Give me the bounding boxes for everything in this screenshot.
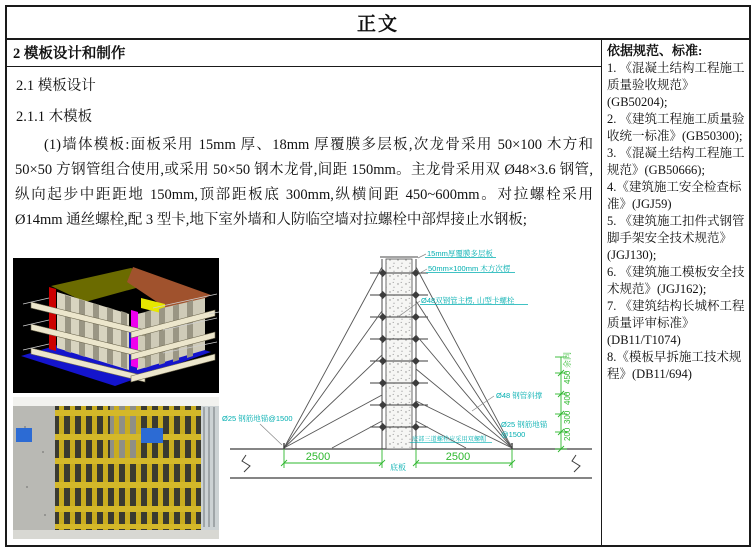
- subsection-2-1: 2.1 模板设计: [16, 78, 96, 94]
- drawing-label-anchor-right-line1: Ø25 钢筋地锚: [501, 420, 548, 429]
- drawing-label-brace: Ø48 钢管斜撑: [496, 391, 543, 400]
- drawing-label-joist: 50mm×100mm 木方次楞: [428, 264, 511, 273]
- drawing-label-slab: 底板: [390, 463, 406, 472]
- drawing-label-main-joist: Ø48双钢管主楞, 山型卡螺栓: [421, 296, 515, 305]
- page-frame: [5, 5, 751, 547]
- standard-item: 4.《建筑施工安全检查标准》(JGJ59): [607, 180, 742, 211]
- dim-300: 300: [563, 410, 572, 424]
- formwork-bracing-drawing: [220, 249, 602, 489]
- concrete-wall: [386, 259, 412, 449]
- standard-item: 5. 《建筑施工扣件式钢管脚手架安全技术规范》(JGJ130);: [607, 214, 745, 262]
- break-symbol-right: [572, 455, 580, 472]
- break-symbol-left: [242, 455, 250, 472]
- standard-item: 1. 《混凝土结构工程施工质量验收规范》(GB50204);: [607, 61, 745, 109]
- drawing-label-anchor-right-line2: @1500: [501, 430, 526, 439]
- page-title: 正文: [7, 7, 749, 40]
- standard-item: 7. 《建筑结构长城杯工程质量评审标准》(DB11/T1074): [607, 299, 745, 347]
- site-sign-left: [16, 428, 32, 442]
- dim-450: 450: [563, 370, 572, 384]
- dim-left-2500: 2500: [305, 451, 331, 463]
- drawing-label-note: 底部三道螺栓应采用双螺帽: [412, 436, 487, 443]
- drawing-label-plywood: 15mm厚覆膜多层板: [427, 249, 493, 258]
- standard-item: 6. 《建筑施工模板安全技术规范》(JGJ162);: [607, 265, 745, 296]
- dim-right-2500: 2500: [445, 451, 471, 463]
- formwork-photo-image: [13, 397, 219, 539]
- standards-sidebar: [602, 40, 749, 545]
- subsection-2-1-1: 2.1.1 木模板: [16, 109, 93, 125]
- main-content-cell: [7, 40, 602, 545]
- section-heading: 2 模板设计和制作: [7, 40, 601, 67]
- drawing-label-anchor-left: Ø25 钢筋地锚@1500: [222, 414, 293, 423]
- dim-rest-same: 余同: [563, 352, 572, 368]
- standard-item: 8.《模板早拆施工技术规程》(DB11/694): [607, 350, 742, 381]
- site-sign-right: [141, 428, 163, 443]
- dim-400: 400: [563, 391, 572, 405]
- standard-item: 2. 《建筑工程施工质量验收统一标准》(GB50300);: [607, 112, 745, 143]
- dim-200: 200: [563, 427, 572, 441]
- formwork-3d-render-image: [13, 258, 219, 393]
- body-paragraph: (1)墙体模板:面板采用 15mm 厚、18mm 厚覆膜多层板,次龙骨采用 50×100 木方和 50×50 方钢管组合使用,或采用 50×50 钢木龙骨,间距 150mm。主龙骨采用双 Ø48×3.6 钢管,纵向起步中距距地 150mm,顶部距板底 300mm,纵横间距 450~600mm。对拉螺栓采用 Ø14mm 通丝螺栓,配 3 型卡,地下室外墙和人防临空墙对拉螺栓中部焊接止水钢板;: [15, 137, 593, 228]
- sidebar-heading: 依据规范、标准:: [607, 43, 703, 58]
- standard-item: 3. 《混凝土结构工程施工规范》(GB50666);: [607, 146, 745, 177]
